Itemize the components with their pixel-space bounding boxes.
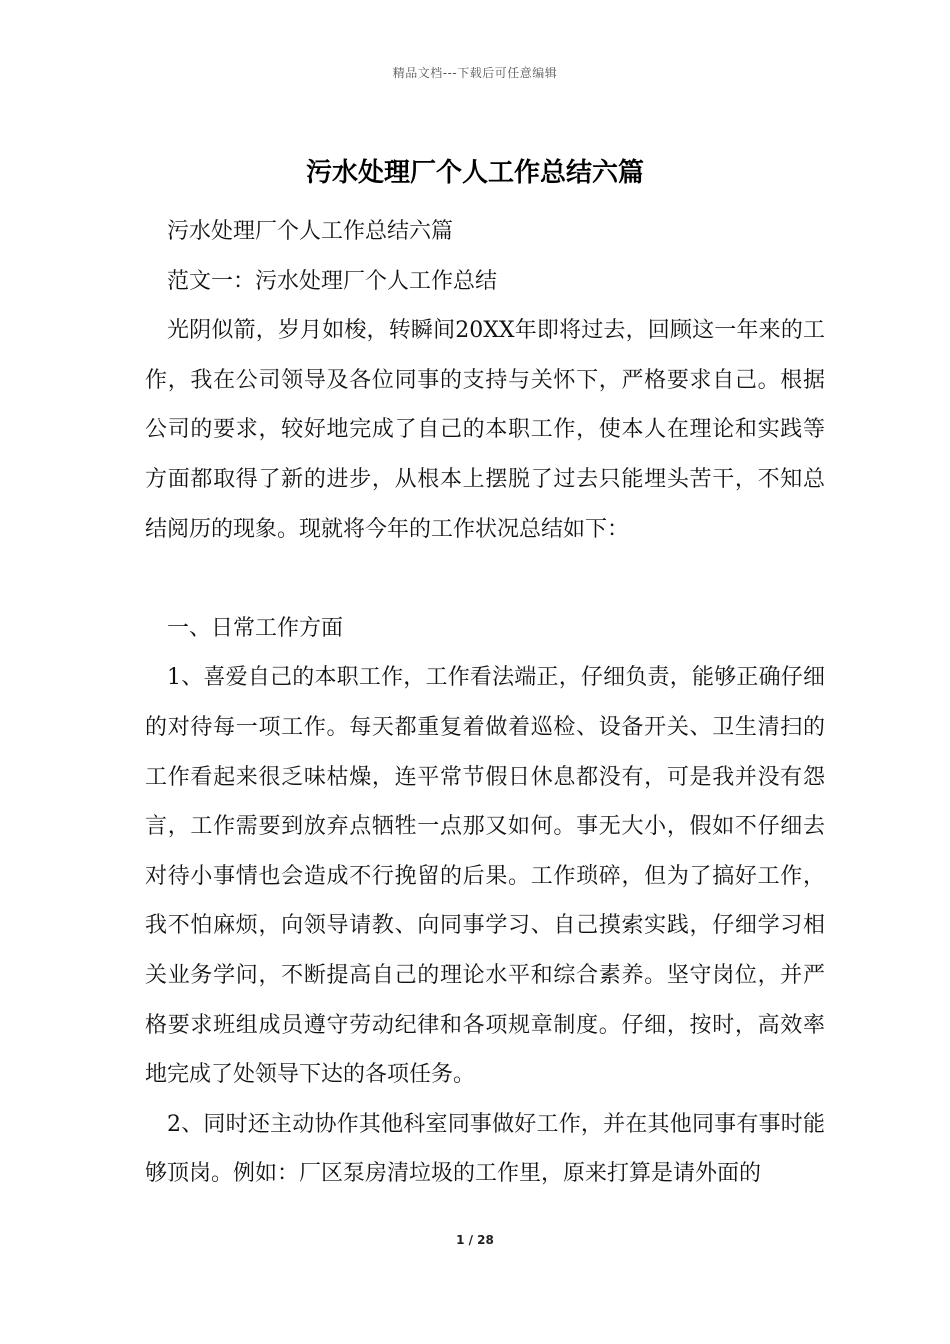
page-header: 精品文档---下载后可任意编辑 [392,66,558,80]
blank-line [145,554,825,604]
subtitle-paragraph: 污水处理厂个人工作总结六篇 [167,219,454,244]
intro-paragraph: 光阴似箭，岁月如梭，转瞬间20XX年即将过去，回顾这一年来的工作，我在公司领导及各位同事的支持与关怀下，严格要求自己。根据公司的要求，较好地完成了自己的本职工作，使本人在理论和实践等方面都取得了新的进步，从根本上摆脱了过去只能埋头苦干，不知总结阅历的现象。现就将今年的工作状况总结如下： [145,318,825,542]
section-heading-sample-one: 范文一：污水处理厂个人工作总结 [167,268,498,294]
page-number: 1 / 28 [456,1233,494,1247]
paragraph-item-2: 2、同时还主动协作其他科室同事做好工作，并在其他同事有事时能够顶岗。例如：厂区泵房清垃圾的工作里，原来打算是请外面的 [145,1111,825,1187]
section-heading-daily-work: 一、日常工作方面 [167,615,344,641]
document-title: 污水处理厂个人工作总结六篇 [305,158,644,188]
paragraph-item-1: 1、喜爱自己的本职工作，工作看法端正，仔细负责，能够正确仔细的对待每一项工作。每天都重复着做着巡检、设备开关、卫生清扫的工作看起来很乏味枯燥，连平常节假日休息都没有，可是我并没有怨言，工作需要到放弃点牺牲一点那又如何。事无大小，假如不仔细去对待小事情也会造成不行挽留的后果。工作琐碎，但为了搞好工作，我不怕麻烦，向领导请教、向同事学习、自己摸索实践，仔细学习相关业务学问，不断提高自己的理论水平和综合素养。坚守岗位，并严格要求班组成员遵守劳动纪律和各项规章制度。仔细，按时，高效率地完成了处领导下达的各项任务。 [145,665,825,1088]
document-body [145,207,825,1199]
